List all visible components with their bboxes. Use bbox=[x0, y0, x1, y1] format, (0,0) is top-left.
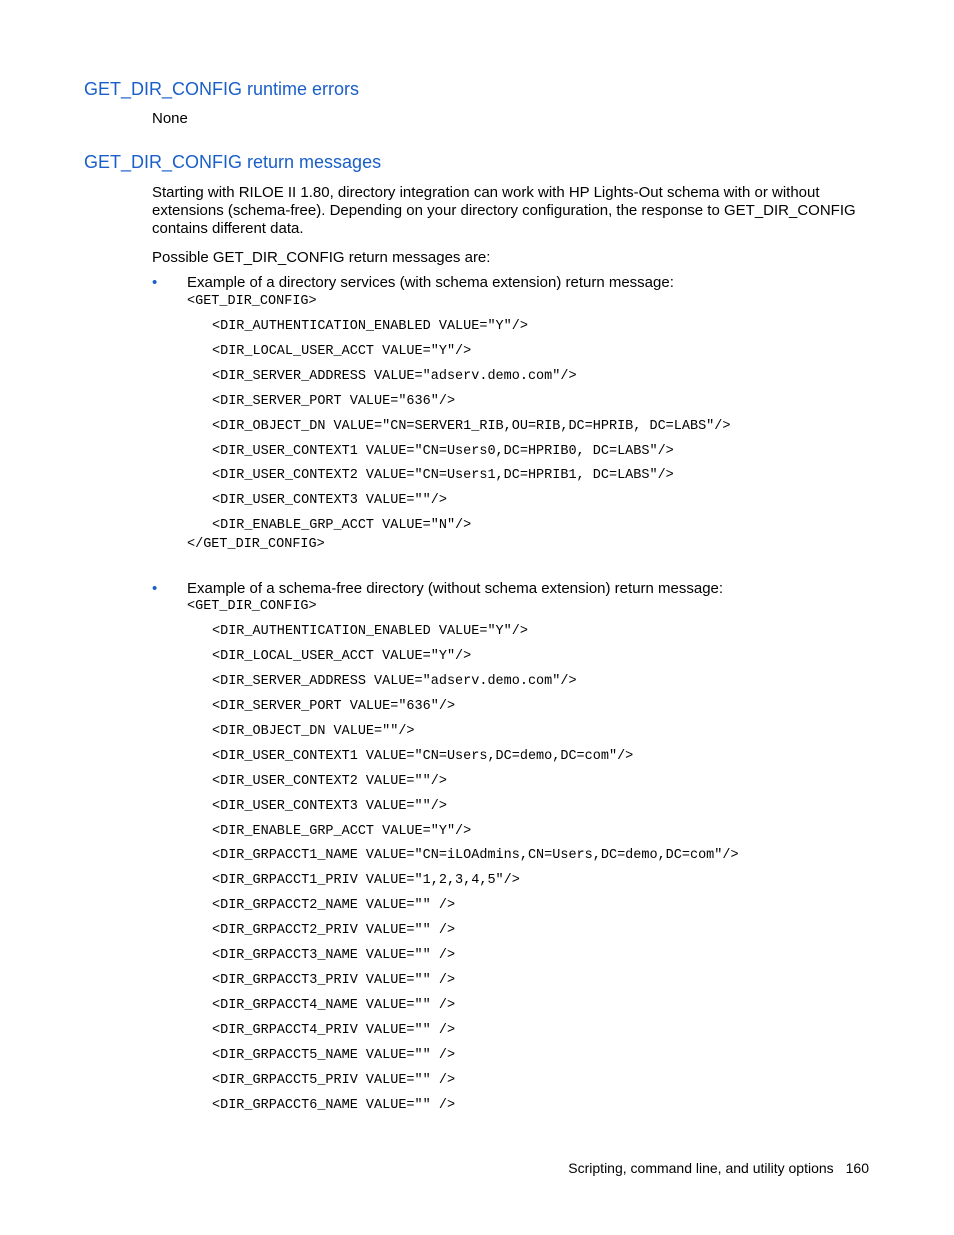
code-line: <DIR_LOCAL_USER_ACCT VALUE="Y"/> bbox=[212, 648, 472, 664]
code-line: <DIR_GRPACCT5_PRIV VALUE="" /> bbox=[212, 1072, 456, 1088]
code-line: <DIR_ENABLE_GRP_ACCT VALUE="Y"/> bbox=[212, 823, 472, 839]
code-line: <DIR_SERVER_PORT VALUE="636"/> bbox=[212, 698, 456, 714]
code-line: <DIR_GRPACCT2_PRIV VALUE="" /> bbox=[212, 923, 456, 939]
code-line: <DIR_SERVER_PORT VALUE="636"/> bbox=[212, 393, 456, 409]
section-heading-runtime-errors: GET_DIR_CONFIG runtime errors bbox=[84, 79, 360, 99]
return-messages-intro: Starting with RILOE II 1.80, directory integration can work with HP Lights-Out schema with or without extensions (schema-free). Depending on your directory configuration, the response to GET_DIR_CONFIG contains different data. bbox=[152, 184, 856, 237]
example2-open-tag: <GET_DIR_CONFIG> bbox=[187, 599, 317, 614]
code-line: <DIR_SERVER_ADDRESS VALUE="adserv.demo.com"/> bbox=[212, 368, 577, 384]
code-line: <DIR_GRPACCT5_NAME VALUE="" /> bbox=[212, 1047, 456, 1063]
code-line: <DIR_OBJECT_DN VALUE="CN=SERVER1_RIB,OU=RIB,DC=HPRIB, DC=LABS"/> bbox=[212, 418, 731, 434]
code-line: <DIR_ENABLE_GRP_ACCT VALUE="N"/> bbox=[212, 518, 472, 534]
bullet-icon: • bbox=[152, 580, 158, 597]
code-line: <DIR_GRPACCT4_NAME VALUE="" /> bbox=[212, 998, 456, 1014]
code-line: <DIR_USER_CONTEXT1 VALUE="CN=Users0,DC=HPRIB0, DC=LABS"/> bbox=[212, 443, 674, 459]
code-line: <DIR_GRPACCT6_NAME VALUE="" /> bbox=[212, 1097, 456, 1113]
code-line: <DIR_USER_CONTEXT3 VALUE=""/> bbox=[212, 798, 447, 814]
example1-close-tag: </GET_DIR_CONFIG> bbox=[187, 537, 325, 552]
code-line: <DIR_USER_CONTEXT1 VALUE="CN=Users,DC=demo,DC=com"/> bbox=[212, 748, 634, 764]
code-line: <DIR_SERVER_ADDRESS VALUE="adserv.demo.com"/> bbox=[212, 673, 577, 689]
code-line: <DIR_GRPACCT1_PRIV VALUE="1,2,3,4,5"/> bbox=[212, 873, 520, 889]
return-messages-list-intro: Possible GET_DIR_CONFIG return messages are: bbox=[152, 249, 491, 266]
code-line: <DIR_AUTHENTICATION_ENABLED VALUE="Y"/> bbox=[212, 624, 528, 639]
code-line: <DIR_OBJECT_DN VALUE=""/> bbox=[212, 723, 415, 739]
code-line: <DIR_GRPACCT2_NAME VALUE="" /> bbox=[212, 898, 456, 914]
runtime-errors-body: None bbox=[152, 110, 188, 127]
example1-open-tag: <GET_DIR_CONFIG> bbox=[187, 294, 317, 309]
code-line: <DIR_USER_CONTEXT2 VALUE="CN=Users1,DC=HPRIB1, DC=LABS"/> bbox=[212, 468, 674, 484]
bullet-icon: • bbox=[152, 274, 158, 291]
code-line: <DIR_GRPACCT3_NAME VALUE="" /> bbox=[212, 948, 456, 964]
code-line: <DIR_GRPACCT4_PRIV VALUE="" /> bbox=[212, 1023, 456, 1039]
code-line: <DIR_GRPACCT3_PRIV VALUE="" /> bbox=[212, 973, 456, 989]
code-line: <DIR_AUTHENTICATION_ENABLED VALUE="Y"/> bbox=[212, 319, 528, 334]
code-line: <DIR_USER_CONTEXT3 VALUE=""/> bbox=[212, 493, 447, 509]
footer-chapter-title: Scripting, command line, and utility options bbox=[568, 1160, 834, 1176]
page-footer bbox=[568, 1159, 869, 1177]
example1-intro: Example of a directory services (with schema extension) return message: bbox=[187, 274, 674, 291]
page-number: 160 bbox=[845, 1160, 869, 1176]
code-line: <DIR_GRPACCT1_NAME VALUE="CN=iLOAdmins,CN=Users,DC=demo,DC=com"/> bbox=[212, 848, 739, 864]
code-line: <DIR_USER_CONTEXT2 VALUE=""/> bbox=[212, 773, 447, 789]
section-heading-return-messages: GET_DIR_CONFIG return messages bbox=[84, 152, 382, 172]
code-line: <DIR_LOCAL_USER_ACCT VALUE="Y"/> bbox=[212, 343, 472, 359]
example2-intro: Example of a schema-free directory (without schema extension) return message: bbox=[187, 580, 724, 597]
